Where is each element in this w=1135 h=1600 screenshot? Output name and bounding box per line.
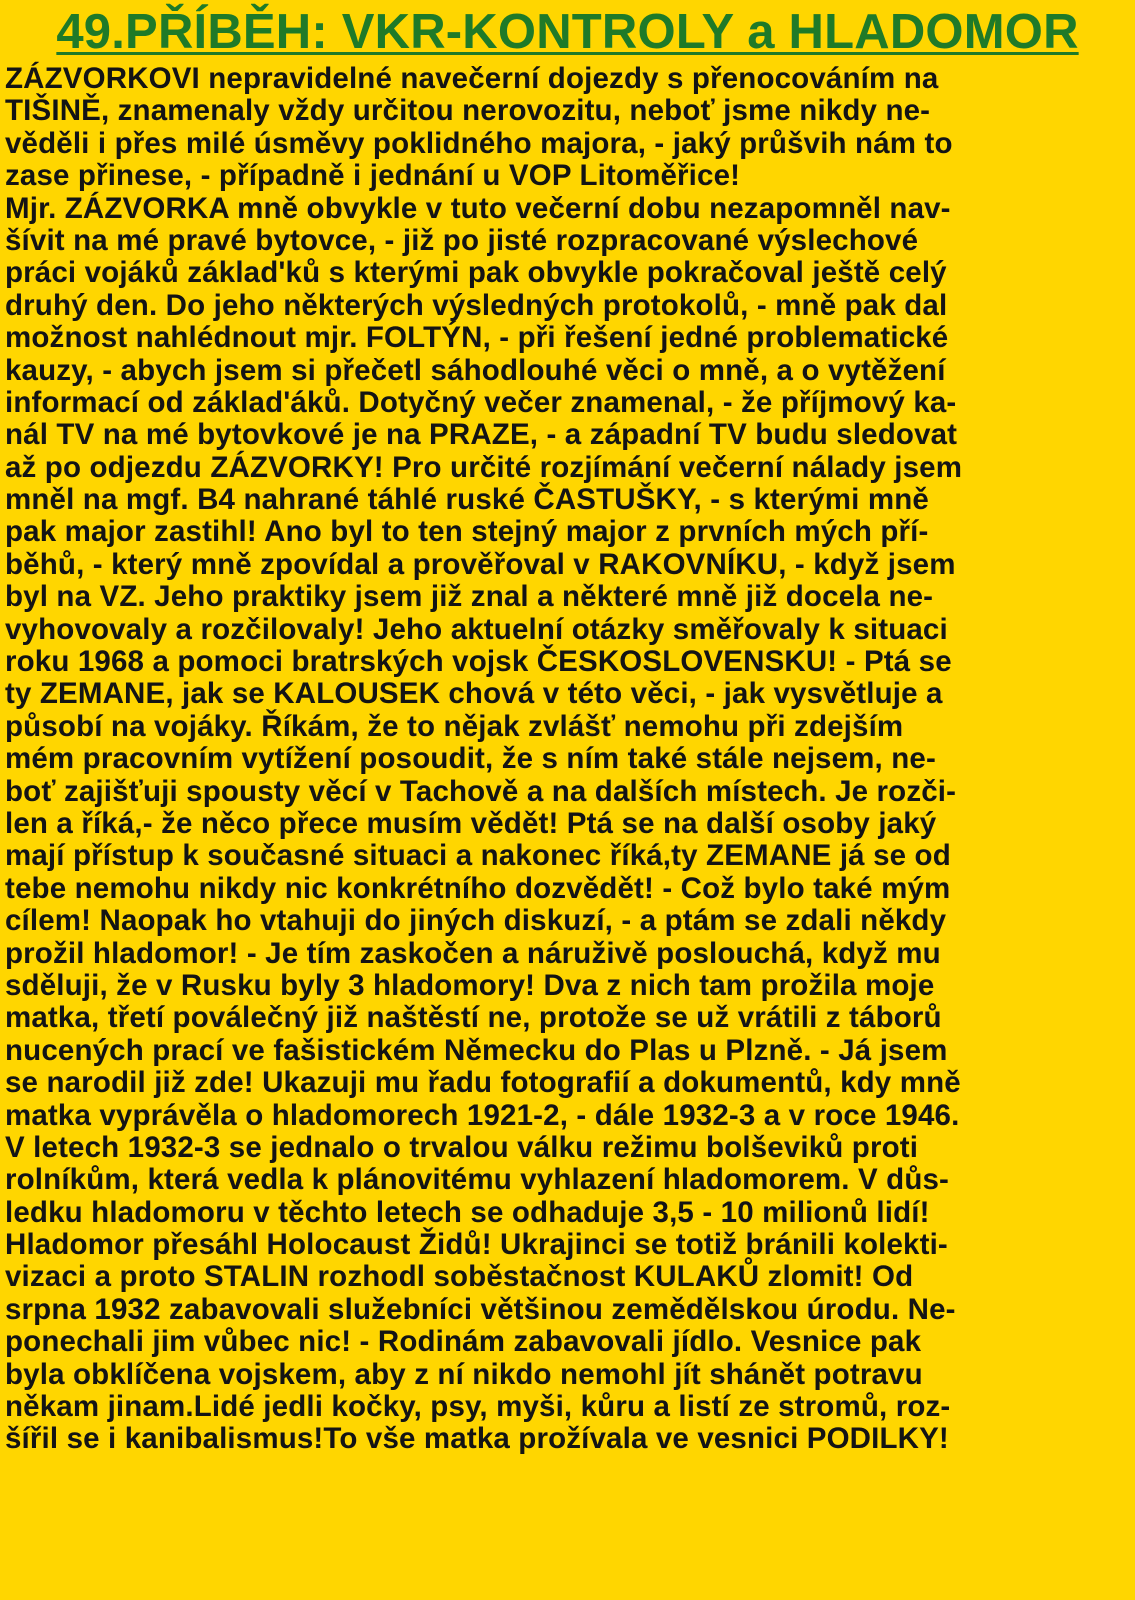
text-line: věděli i přes milé úsměvy poklidného majora, - jaký průšvih nám to xyxy=(5,126,953,160)
text-line: zase přinese, - případně i jednání u VOP Litoměřice! xyxy=(5,159,741,193)
text-line: šívit na mé pravé bytovce, - již po jisté rozpracované výslechové xyxy=(5,223,919,257)
text-line: ZÁZVORKOVI nepravidelné navečerní dojezdy s přenocováním na xyxy=(5,62,939,95)
text-line: boť zajišťuji spousty věcí v Tachově a na dalších místech. Je rozči- xyxy=(5,774,957,808)
text-line: byl na VZ. Jeho praktiky jsem již znal a některé mně již docela ne- xyxy=(5,580,934,614)
text-line: prožil hladomor! - Je tím zaskočen a náruživě poslouchá, když mu xyxy=(5,936,941,970)
text-line: nucených prací ve fašistickém Německu do Plas u Plzně. - Já jsem xyxy=(5,1033,948,1067)
text-line: mají přístup k současné situaci a nakonec říká,ty ZEMANE já se od xyxy=(5,839,951,873)
text-line: len a říká,- že něco přece musím vědět! Ptá se na další osoby jaký xyxy=(5,806,937,840)
text-line: byla obklíčena vojskem, aby z ní nikdo nemohl jít shánět potravu xyxy=(5,1357,923,1391)
text-line: vyhovovaly a rozčilovaly! Jeho aktuelní otázky směřovaly k situaci xyxy=(5,612,948,646)
text-line: druhý den. Do jeho některých výsledných protokolů, - mně pak dal xyxy=(5,288,948,322)
text-line: matka vyprávěla o hladomorech 1921-2, - dále 1932-3 a v roce 1946. xyxy=(5,1098,960,1132)
text-line: roku 1968 a pomoci bratrských vojsk ČESKOSLOVENSKU! - Ptá se xyxy=(5,645,952,679)
text-line: až po odjezdu ZÁZVORKY! Pro určité rozjímání večerní nálady jsem xyxy=(5,450,963,484)
text-line: Mjr. ZÁZVORKA mně obvykle v tuto večerní dobu nezapomněl nav- xyxy=(5,191,951,225)
page-title-text: 49.PŘÍBĚH: VKR-KONTROLY a HLADOMOR xyxy=(56,5,1079,59)
text-line: cílem! Naopak ho vtahuji do jiných diskuzí, - a ptám se zdali někdy xyxy=(5,904,947,938)
text-line: ponechali jim vůbec nic! - Rodinám zabavovali jídlo. Vesnice pak xyxy=(5,1325,922,1359)
text-line: nál TV na mé bytovkové je na PRAZE, - a západní TV budu sledovat xyxy=(5,418,958,452)
text-line: pak major zastihl! Ano byl to ten stejný major z prvních mých pří- xyxy=(5,515,929,549)
text-line: vizaci a proto STALIN rozhodl soběstačnost KULAKŮ zlomit! Od xyxy=(5,1260,914,1294)
text-line: někam jinam.Lidé jedli kočky, psy, myši, kůru a listí ze stromů, roz- xyxy=(5,1390,951,1424)
text-line: matka, třetí poválečný již naštěstí ne, protože se už vrátili z táborů xyxy=(5,1001,942,1035)
text-line: tebe nemohu nikdy nic konkrétního dozvědět! - Což bylo také mým xyxy=(5,871,951,905)
text-line: rolníkům, která vedla k plánovitému vyhlazení hladomorem. V důs- xyxy=(5,1163,950,1197)
text-line: mém pracovním vytížení posoudit, že s ním také stále nejsem, ne- xyxy=(5,742,936,776)
page-title xyxy=(0,2,1135,62)
text-line: působí na vojáky. Říkám, že to nějak zvlášť nemohu při zdejším xyxy=(5,709,904,743)
text-line: informací od základ'áků. Dotyčný večer znamenal, - že příjmový ka- xyxy=(5,385,957,419)
text-line: V letech 1932-3 se jednalo o trvalou válku režimu bolševiků proti xyxy=(5,1130,919,1164)
text-line: se narodil již zde! Ukazuji mu řadu fotografií a dokumentů, kdy mně xyxy=(5,1066,961,1100)
text-line: běhů, - který mně zpovídal a prověřoval v RAKOVNÍKU, - když jsem xyxy=(5,547,956,581)
text-line: šířil se i kanibalismus!To vše matka prožívala ve vesnici PODILKY! xyxy=(5,1422,949,1456)
text-line: ledku hladomoru v těchto letech se odhaduje 3,5 - 10 milionů lidí! xyxy=(5,1195,930,1229)
text-line: možnost nahlédnout mjr. FOLTÝN, - při řešení jedné problematické xyxy=(5,321,949,355)
text-line: práci vojáků základ'ků s kterými pak obvykle pokračoval ještě celý xyxy=(5,256,947,290)
text-line: kauzy, - abych jsem si přečetl sáhodlouhé věci o mně, a o vytěžení xyxy=(5,353,946,387)
text-line: mněl na mgf. B4 nahrané táhlé ruské ČASTUŠKY, - s kterými mně xyxy=(5,483,929,517)
story-body xyxy=(5,63,1135,1456)
text-line: srpna 1932 zabavovali služebníci většinou zemědělskou úrodu. Ne- xyxy=(5,1292,956,1326)
text-line: Hladomor přesáhl Holocaust Židů! Ukrajinci se totiž bránili kolekti- xyxy=(5,1228,948,1262)
text-line: ty ZEMANE, jak se KALOUSEK chová v této věci, - jak vysvětluje a xyxy=(5,677,943,711)
text-line: TIŠINĚ, znamenaly vždy určitou nerovozitu, neboť jsme nikdy ne- xyxy=(5,94,931,128)
text-line: sděluji, že v Rusku byly 3 hladomory! Dva z nich tam prožila moje xyxy=(5,968,935,1002)
